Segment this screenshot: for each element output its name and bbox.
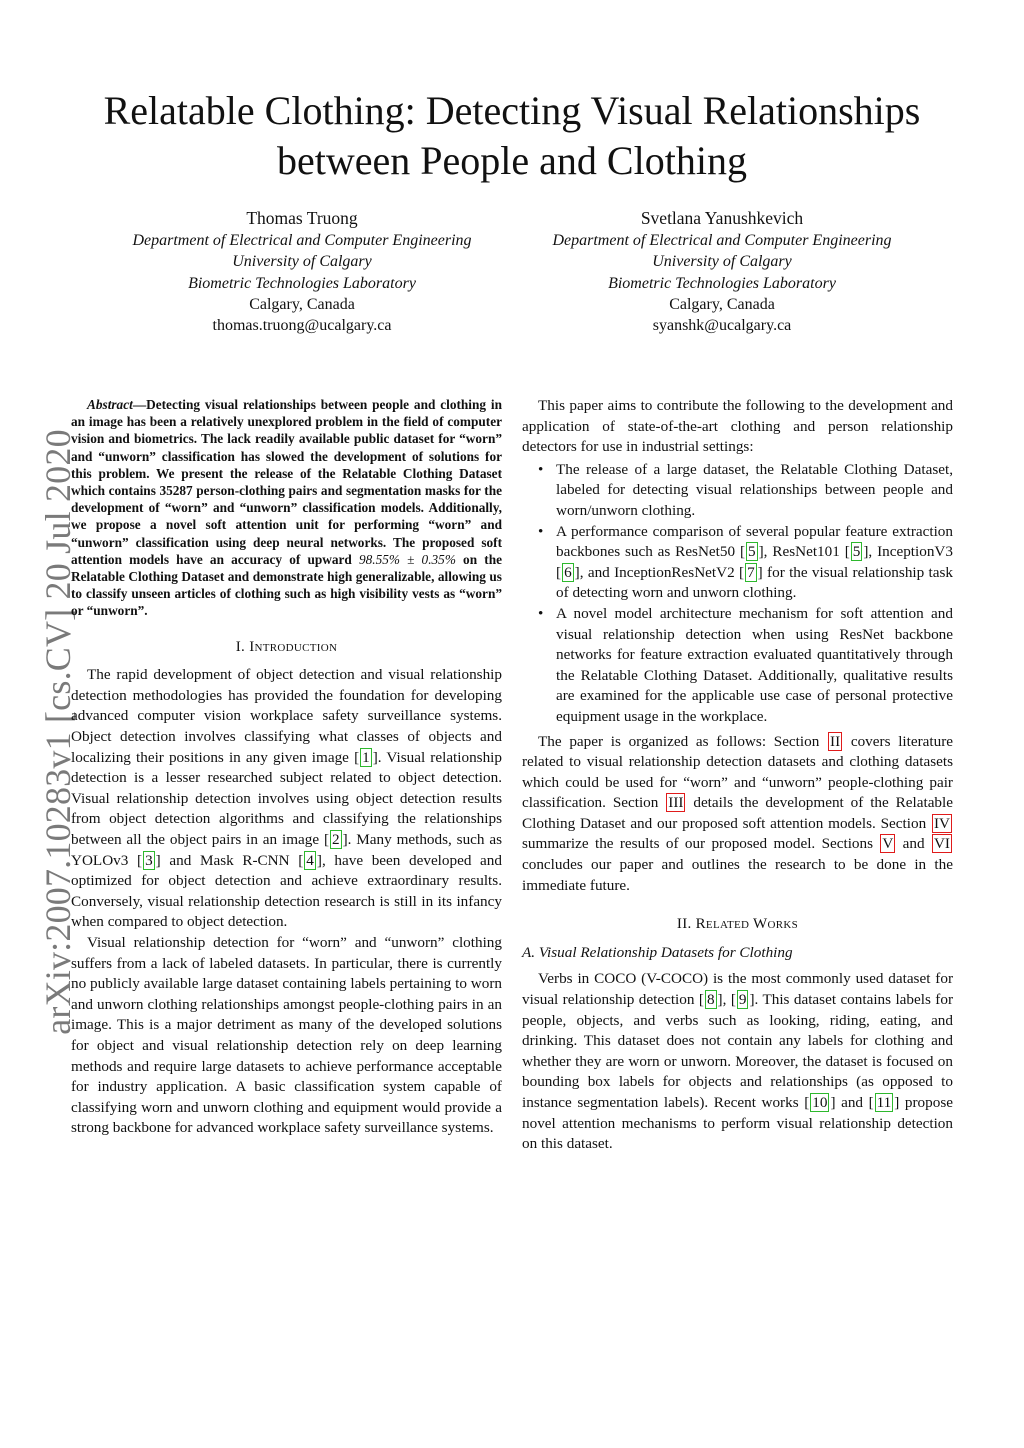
section-title: Introduction — [249, 638, 338, 655]
author-university: University of Calgary — [232, 253, 372, 271]
author-department: Department of Electrical and Computer Engineering — [132, 232, 472, 249]
related-works-paragraph: Verbs in COCO (V-COCO) is the most commonly used dataset for visual relationship detection [ 8 ], [ 9 ]. This dataset contains labels for people, objects, and verbs such as looking, riding, eating, and drinking. This dataset does not contain any labels for clothing and whether they are worn or unworn. Moreover, the dataset is focused on bounding box labels for objects and relationships (as opposed to instance segmentation labels). Recent works [ 10 ] and [ 11 ] propose novel attention mechanisms to perform visual relationship detection on this dataset. — [522, 970, 954, 1153]
section-reference-link[interactable]: V — [882, 835, 894, 853]
author-location: Calgary, Canada — [249, 295, 355, 313]
author-name: Thomas Truong — [246, 208, 358, 228]
intro-paragraph-1: The rapid development of object detection and visual relationship detection methodologies has provided the foundation for developing advanced computer vision workplace safety surveillance systems. Object detection involves classifying what classes of objects and localizing their positions in any given image [ 1 ]. Visual relationship detection is a lesser researched subject related to object detection. Visual relationship detection involves using object detection results from object detection algorithms and classifying the relationships between all the object pairs in an image [ 2 ]. Many methods, such as YOLOv3 [ 3 ] and Mask R-CNN [ 4 ], have been developed and optimized for object detection and achieve extraordinary results. Conversely, visual relationship detection research is still in its infancy when compared to object detection. — [71, 666, 502, 931]
contributions-intro: This paper aims to contribute the following to the development and application of state-of-the-art clothing and person relationship detectors for use in industrial settings: — [522, 397, 953, 456]
citation-link[interactable]: 9 — [738, 991, 747, 1009]
paragraph-text: Verbs in COCO (V-COCO) is the most commonly used dataset for visual relationship detection — [522, 970, 953, 1009]
paragraph-text: The rapid development of object detection and visual relationship detection methodologies has provided the foundation for developing advanced computer vision workplace safety surveillance systems. Object detection involves classifying what classes of objects and localizing their positions in any given image — [71, 666, 502, 766]
organization-paragraph — [522, 732, 953, 897]
section-title: Related Works — [695, 916, 799, 933]
section-numeral: II. — [676, 916, 692, 933]
paragraph-text: , — [722, 991, 731, 1009]
list-item: • A performance comparison of several popular feature extraction backbones such as ResNet50 [ 5 ], ResNet101 [ 5 ], InceptionV3 [ 6 ], and InceptionResNetV2 [ 7 ] for the visual relationship task of detecting worn and unworn clothing. — [538, 522, 953, 602]
list-item-text: A performance comparison of several popular feature extraction backbones such as ResNet50 — [556, 522, 953, 561]
paragraph-text: . Many methods, such as YOLOv3 — [71, 830, 502, 869]
abstract-text: Detecting visual relationships between people and clothing in an image has been a relatively unexplored problem in the field of computer vision and biometrics. The lack readily available public dataset for “worn” and “unworn” classification has slowed the development of solutions for this problem. We present the release of the Relatable Clothing Dataset which contains 35287 person-clothing pairs and segmentation masks for the development of “worn” and “unworn” classification models. Additionally, we propose a novel soft attention unit for performing “worn” and “unworn” classification using deep neural networks. The proposed soft attention models have an accuracy of upward — [71, 397, 502, 567]
list-item-text: The release of a large dataset, the Relatable Clothing Dataset, labeled for detecting visual relationships between people and worn/unworn clothing. — [556, 460, 953, 519]
citation-link[interactable]: 8 — [706, 991, 715, 1009]
list-item-text: , InceptionV3 — [868, 543, 953, 561]
author-block-2 — [512, 206, 932, 336]
arxiv-identifier-stamp: arXiv:2007.10283v1 [cs.CV] 20 Jul 2020 — [38, 429, 78, 1035]
intro-paragraph-2: Visual relationship detection for “worn” and “unworn” clothing suffers from a lack of labeled datasets. In particular, there is currently no publicly available large dataset containing labels pertaining to worn and unworn clothing relationships amongst people-clothing pairs in an image. This is a major detriment as many of the developed solutions for object and visual relationship detection rely on deep learning methods and require large datasets to achieve performance acceptable for industry application. A basic classification system capable of classifying worn and unworn clothing and equipment would provide a strong backbone for advanced workplace safety surveillance systems. — [71, 933, 502, 1137]
citation-link[interactable]: 11 — [876, 1094, 892, 1111]
right-column — [522, 396, 953, 1155]
author-email: thomas.truong@ucalgary.ca — [212, 317, 392, 335]
author-lab: Biometric Technologies Laboratory — [608, 274, 836, 292]
paragraph-text: . This dataset contains labels for people, objects, and verbs such as looking, riding, eating, and drinking. This dataset does not contain any labels for clothing and whether they are worn or unworn. Moreover, the dataset is focused on bounding box labels for objects and relationships (as opposed to instance segmentation labels). Recent works — [522, 991, 954, 1111]
author-location: Calgary, Canada — [669, 295, 775, 313]
section-numeral: I. — [235, 638, 246, 655]
author-university: University of Calgary — [652, 253, 792, 271]
author-lab: Biometric Technologies Laboratory — [188, 274, 416, 292]
paragraph-text: covers literature related to visual relationship detection datasets and clothing datasets which could be used for “worn” and “unworn” people-clothing pair classification. Section — [522, 732, 954, 812]
paragraph-text: and Mask R-CNN — [160, 851, 299, 869]
abstract-text: on the Relatable Clothing Dataset and demonstrate high generalizable, allowing us to classify unseen articles of clothing such as high visibility vests as “worn” or “unworn”. — [71, 551, 502, 619]
section-heading-related-works — [522, 914, 953, 935]
citation-link[interactable]: 10 — [812, 1094, 828, 1111]
list-item-text: , and InceptionResNetV2 — [579, 563, 740, 581]
bullet-icon: • — [538, 604, 544, 622]
bullet-icon: • — [538, 460, 544, 478]
list-item-text: , ResNet101 — [763, 543, 845, 561]
list-item-text: for the visual relationship task of detecting worn and unworn clothing. — [556, 563, 953, 602]
author-block-1 — [92, 206, 512, 336]
bullet-icon: • — [538, 522, 544, 540]
abstract-label: Abstract — [87, 397, 133, 412]
author-name: Svetlana Yanushkevich — [640, 208, 804, 228]
citation-link[interactable]: 2 — [332, 830, 340, 848]
paragraph-text: details the development of the Relatable Clothing Dataset and our proposed soft attention models. Section — [522, 794, 953, 832]
section-heading-introduction — [71, 637, 502, 658]
paragraph-text: concludes our paper and outlines the research to be done in the immediate future. — [522, 856, 953, 894]
citation-link[interactable]: 6 — [564, 563, 572, 581]
contributions-list — [522, 460, 953, 728]
paragraph-text: and — [896, 835, 931, 853]
paragraph-text: and — [835, 1094, 869, 1111]
list-item — [538, 460, 953, 522]
list-item-text: A novel model architecture mechanism for soft attention and visual relationship detection when using ResNet backbone networks for feature extraction evaluated quantitatively through the Relatable Clothing Dataset. Additionally, qualitative results are examined for the applicable use case of personal protective equipment usage in the workplace. — [556, 604, 953, 725]
citation-link[interactable]: 1 — [362, 748, 370, 766]
citation-link[interactable]: 7 — [747, 563, 755, 581]
paragraph-text: The paper is organized as follows: Section — [538, 732, 828, 750]
section-reference-link[interactable]: II — [830, 732, 841, 750]
author-email: syanshk@ucalgary.ca — [652, 317, 792, 335]
paragraph-text: summarize the results of our proposed model. Sections — [522, 835, 880, 853]
section-reference-link[interactable]: IV — [933, 814, 950, 832]
subsection-heading: A. Visual Relationship Datasets for Clothing — [522, 943, 793, 961]
abstract-dash: — — [132, 397, 147, 412]
citation-link[interactable]: 5 — [748, 543, 756, 561]
citation-link[interactable]: 4 — [306, 851, 314, 869]
paragraph-text: . Visual relationship detection is a lesser researched subject related to object detection. Visual relationship detection involves using object detection results from object detection algorithms and classifying the relationships between all the object pairs in an image — [71, 748, 502, 848]
paragraph-text: , have been developed and optimized for object detection and achieve extraordinary results. Conversely, visual relationship detection research is still in its infancy when compared to object detection. — [71, 851, 502, 931]
left-column — [71, 396, 502, 1139]
abstract-accuracy: 98.55% ± 0.35% — [358, 551, 456, 567]
section-reference-link[interactable]: VI — [933, 835, 950, 853]
author-department: Department of Electrical and Computer Engineering — [552, 232, 892, 249]
section-reference-link[interactable]: III — [668, 794, 684, 812]
citation-link[interactable]: 3 — [145, 851, 153, 869]
citation-link[interactable]: 5 — [852, 543, 861, 561]
paragraph-text: propose novel attention mechanisms to perform visual relationship detection on this dataset. — [522, 1094, 953, 1153]
abstract — [71, 396, 502, 620]
paper-title: Relatable Clothing: Detecting Visual Relationships between People and Clothing — [103, 88, 921, 183]
list-item — [538, 604, 953, 728]
